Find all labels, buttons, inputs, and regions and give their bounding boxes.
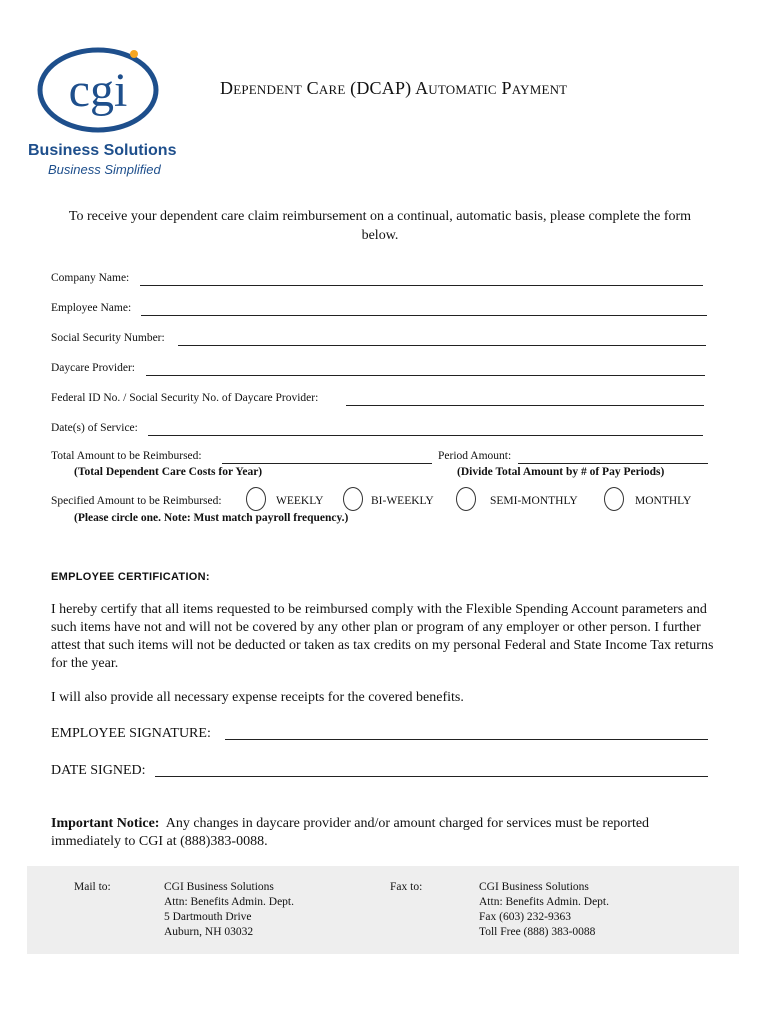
notice-label: Important Notice:: [51, 816, 160, 831]
important-notice: [51, 815, 721, 851]
daycare-provider-line[interactable]: [146, 375, 705, 376]
mail-to-label: Mail to:: [74, 881, 111, 893]
specified-amount-label: Specified Amount to be Reimbursed:: [51, 495, 222, 507]
fax-line: Attn: Benefits Admin. Dept.: [479, 896, 610, 908]
federal-id-line[interactable]: [346, 405, 704, 406]
brand-name: Business Solutions: [28, 142, 177, 159]
mail-address: [164, 880, 294, 940]
mailing-info-box: [27, 866, 739, 954]
company-name-label: Company Name:: [51, 272, 130, 284]
total-amount-line[interactable]: [222, 463, 432, 464]
ssn-line[interactable]: [178, 345, 706, 346]
brand-tagline: Business Simplified: [48, 162, 161, 177]
bi-weekly-radio[interactable]: [343, 487, 363, 511]
mail-line: Attn: Benefits Admin. Dept.: [164, 896, 295, 908]
intro-text: To receive your dependent care claim reimbursement on a continual, automatic basis, please complete the form below.: [68, 209, 692, 243]
certification-paragraph: I hereby certify that all items requested to be reimbursed comply with the Flexible Spending Account parameters and such items have not and will not be covered by any other plan or program of any employer or other person. I further attest that such items will not be deducted or taken as tax credits on my personal Federal and State Income Tax returns for the year.: [51, 602, 714, 671]
notice-text: Any changes in daycare provider and/or amount charged for services must be reported immediately to CGI at (888)383-0088.: [51, 816, 650, 849]
fax-line: Fax (603) 232-9363: [479, 911, 571, 923]
period-amount-label: Period Amount:: [438, 450, 512, 462]
ssn-label: Social Security Number:: [51, 332, 165, 344]
certification-heading: EMPLOYEE CERTIFICATION:: [51, 571, 210, 583]
fax-info: [479, 880, 609, 940]
period-amount-note: (Divide Total Amount by # of Pay Periods): [457, 466, 665, 478]
federal-id-label: Federal ID No. / Social Security No. of Daycare Provider:: [51, 392, 319, 404]
fax-to-label: Fax to:: [390, 881, 423, 893]
specified-note: (Please circle one. Note: Must match payroll frequency.): [74, 512, 349, 524]
cgi-logo: [26, 42, 176, 142]
dates-of-service-label: Date(s) of Service:: [51, 422, 138, 434]
total-amount-note: (Total Dependent Care Costs for Year): [74, 466, 263, 478]
logo-text: cgi: [68, 64, 128, 117]
period-amount-line[interactable]: [518, 463, 708, 464]
total-amount-label: Total Amount to be Reimbursed:: [51, 450, 202, 462]
company-name-line[interactable]: [140, 285, 703, 286]
employee-name-label: Employee Name:: [51, 302, 132, 314]
employee-name-line[interactable]: [141, 315, 707, 316]
signature-line[interactable]: [225, 739, 708, 740]
weekly-radio[interactable]: [246, 487, 266, 511]
fax-line: CGI Business Solutions: [479, 881, 589, 893]
signature-label: EMPLOYEE SIGNATURE:: [51, 726, 211, 741]
semi-monthly-option: SEMI-MONTHLY: [490, 495, 578, 507]
daycare-provider-label: Daycare Provider:: [51, 362, 135, 374]
monthly-option: MONTHLY: [635, 495, 692, 507]
fax-line: Toll Free (888) 383-0088: [479, 926, 596, 938]
form-title: Dependent Care (DCAP) Automatic Payment: [220, 78, 568, 98]
monthly-radio[interactable]: [604, 487, 624, 511]
date-signed-label: DATE SIGNED:: [51, 763, 146, 778]
weekly-option: WEEKLY: [276, 495, 324, 507]
receipts-paragraph: I will also provide all necessary expense receipts for the covered benefits.: [51, 690, 464, 705]
mail-line: Auburn, NH 03032: [164, 926, 254, 938]
mail-line: CGI Business Solutions: [164, 881, 274, 893]
bi-weekly-option: BI-WEEKLY: [371, 495, 434, 507]
mail-line: 5 Dartmouth Drive: [164, 911, 252, 923]
semi-monthly-radio[interactable]: [456, 487, 476, 511]
dates-of-service-line[interactable]: [148, 435, 703, 436]
date-signed-line[interactable]: [155, 776, 708, 777]
